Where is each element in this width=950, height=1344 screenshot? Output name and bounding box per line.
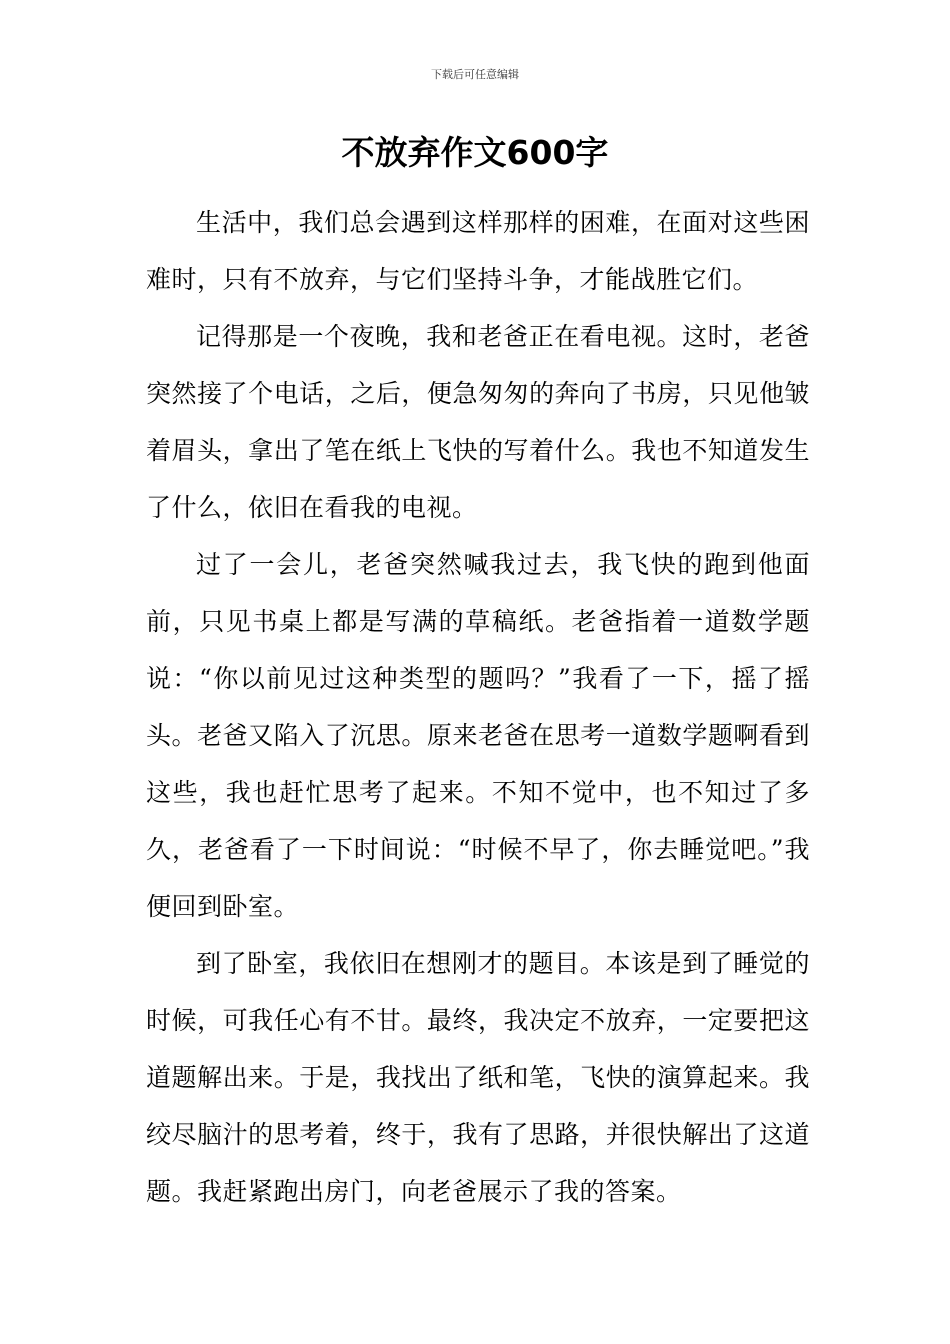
essay-body xyxy=(146,194,810,1220)
paragraph-3: 过了一会儿，老爸突然喊我过去，我飞快的跑到他面前，只见书桌上都是写满的草稿纸。老爸指着一道数学题说：“你以前见过这种类型的题吗？”我看了一下，摇了摇头。老爸又陷入了沉思。原来老爸在思考一道数学题啊看到这些，我也赶忙思考了起来。不知不觉中，也不知过了多久，老爸看了一下时间说：“时候不早了，你去睡觉吧。”我便回到卧室。 xyxy=(146,550,810,921)
paragraph-1: 生活中，我们总会遇到这样那样的困难，在面对这些困难时，只有不放弃，与它们坚持斗争，才能战胜它们。 xyxy=(146,208,810,294)
page-title: 不放弃作文600字 xyxy=(341,133,609,172)
paragraph-2: 记得那是一个夜晚，我和老爸正在看电视。这时，老爸突然接了个电话，之后，便急匆匆的奔向了书房，只见他皱着眉头，拿出了笔在纸上飞快的写着什么。我也不知道发生了什么，依旧在看我的电视。 xyxy=(146,322,810,522)
header-note: 下载后可任意编辑 xyxy=(431,68,519,81)
paragraph-4: 到了卧室，我依旧在想刚才的题目。本该是到了睡觉的时候，可我任心有不甘。最终，我决定不放弃，一定要把这道题解出来。于是，我找出了纸和笔，飞快的演算起来。我绞尽脑汁的思考着，终于，我有了思路，并很快解出了这道题。我赶紧跑出房门，向老爸展示了我的答案。 xyxy=(146,949,810,1206)
